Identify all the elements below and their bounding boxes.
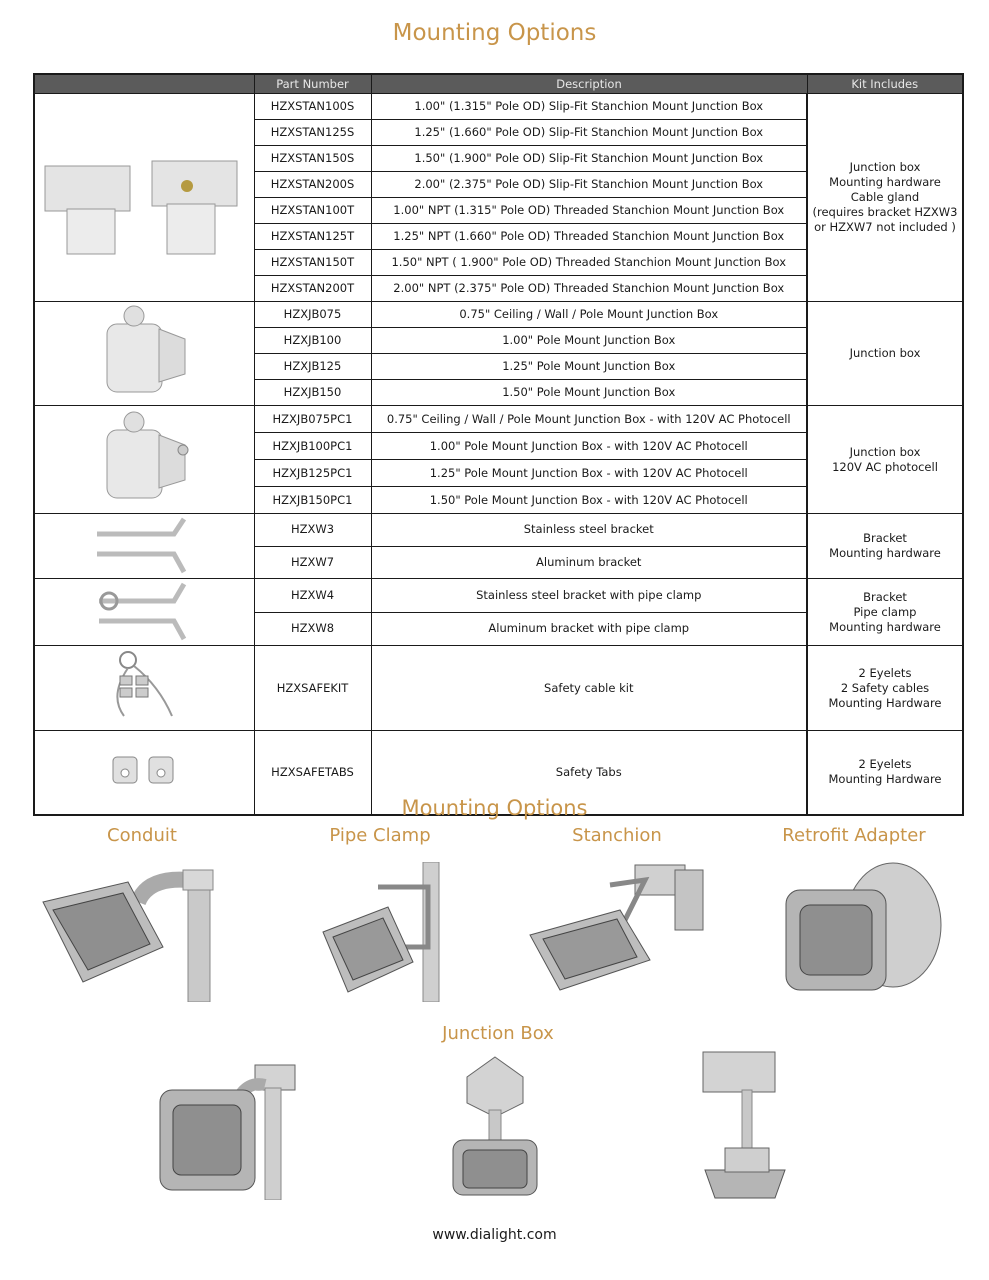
part-number-cell: HZXSTAN150S bbox=[254, 146, 371, 172]
kit-item: Junction box bbox=[849, 346, 921, 360]
kit-item: 2 Eyelets bbox=[858, 757, 912, 772]
table-row bbox=[34, 406, 963, 433]
part-number-cell: HZXSAFETABS bbox=[254, 731, 371, 815]
part-number-cell: HZXSTAN200T bbox=[254, 276, 371, 302]
kit-item: 120V AC photocell bbox=[832, 459, 938, 474]
kit-includes-cell bbox=[807, 302, 963, 406]
part-number-cell: HZXJB150 bbox=[254, 380, 371, 406]
description-cell: 1.00" (1.315" Pole OD) Slip-Fit Stanchion Mount Junction Box bbox=[371, 94, 807, 120]
part-number-cell: HZXSTAN200S bbox=[254, 172, 371, 198]
junction-box-label: Junction Box bbox=[442, 1023, 554, 1044]
kit-item: 2 Safety cables bbox=[840, 680, 930, 695]
gallery-title: Mounting Options bbox=[401, 796, 588, 820]
description-cell: Aluminum bracket with pipe clamp bbox=[371, 612, 807, 646]
conduit-label: Conduit bbox=[107, 825, 177, 846]
retrofit-adapter-label: Retrofit Adapter bbox=[782, 825, 926, 846]
footer-url[interactable]: www.dialight.com bbox=[432, 1227, 557, 1243]
kit-item: Bracket bbox=[863, 589, 907, 604]
part-number-cell: HZXJB100 bbox=[254, 328, 371, 354]
table-row bbox=[34, 302, 963, 328]
mounting-options-table bbox=[33, 73, 964, 816]
table-header-row bbox=[34, 74, 963, 94]
part-number-cell: HZXW3 bbox=[254, 514, 371, 547]
description-cell: 1.50" (1.900" Pole OD) Slip-Fit Stanchion Mount Junction Box bbox=[371, 146, 807, 172]
junction-box-side-illustration bbox=[155, 1060, 315, 1200]
stanchion-junction-box-photo bbox=[34, 94, 254, 302]
part-number-cell: HZXSTAN125S bbox=[254, 120, 371, 146]
kit-item: Mounting Hardware bbox=[828, 772, 942, 787]
description-cell: 1.00" Pole Mount Junction Box bbox=[371, 328, 807, 354]
description-cell: Safety Tabs bbox=[371, 731, 807, 815]
part-number-cell: HZXJB125 bbox=[254, 354, 371, 380]
table-row bbox=[34, 94, 963, 120]
part-number-cell: HZXSTAN100S bbox=[254, 94, 371, 120]
bracket-pipe-clamp-photo bbox=[34, 579, 254, 646]
table-row bbox=[34, 514, 963, 547]
pipe-clamp-mount-illustration bbox=[318, 862, 458, 1002]
header-part-number: Part Number bbox=[254, 74, 371, 94]
conduit-mount-illustration bbox=[38, 862, 228, 1002]
stanchion-mount-illustration bbox=[525, 855, 715, 995]
part-number-cell: HZXSTAN150T bbox=[254, 250, 371, 276]
kit-item: Mounting hardware bbox=[829, 175, 941, 189]
kit-item: Mounting hardware bbox=[829, 619, 941, 634]
description-cell: 1.25" (1.660" Pole OD) Slip-Fit Stanchion Mount Junction Box bbox=[371, 120, 807, 146]
table-row bbox=[34, 646, 963, 731]
description-cell: 2.00" (2.375" Pole OD) Slip-Fit Stanchion Mount Junction Box bbox=[371, 172, 807, 198]
kit-item: Junction box bbox=[849, 444, 921, 459]
header-kit-includes: Kit Includes bbox=[807, 74, 963, 94]
kit-includes-cell bbox=[807, 646, 963, 731]
description-cell: Stainless steel bracket bbox=[371, 514, 807, 547]
description-cell: 1.00" Pole Mount Junction Box - with 120V AC Photocell bbox=[371, 433, 807, 460]
part-number-cell: HZXW8 bbox=[254, 612, 371, 646]
part-number-cell: HZXSTAN125T bbox=[254, 224, 371, 250]
part-number-cell: HZXW7 bbox=[254, 546, 371, 579]
kit-item: (requires bracket HZXW3 bbox=[812, 205, 958, 219]
description-cell: 0.75" Ceiling / Wall / Pole Mount Junction Box - with 120V AC Photocell bbox=[371, 406, 807, 433]
kit-item: Mounting Hardware bbox=[828, 695, 942, 710]
description-cell: Aluminum bracket bbox=[371, 546, 807, 579]
kit-includes-cell bbox=[807, 579, 963, 646]
description-cell: 1.25" NPT (1.660" Pole OD) Threaded Stanchion Mount Junction Box bbox=[371, 224, 807, 250]
junction-box-photocell-photo bbox=[34, 406, 254, 514]
kit-includes-cell bbox=[807, 514, 963, 579]
description-cell: 1.25" Pole Mount Junction Box - with 120V AC Photocell bbox=[371, 460, 807, 487]
description-cell: 1.00" NPT (1.315" Pole OD) Threaded Stanchion Mount Junction Box bbox=[371, 198, 807, 224]
kit-item: Pipe clamp bbox=[853, 604, 917, 619]
kit-item: or HZXW7 not included ) bbox=[814, 220, 956, 234]
part-number-cell: HZXSAFEKIT bbox=[254, 646, 371, 731]
part-number-cell: HZXSTAN100T bbox=[254, 198, 371, 224]
table-row bbox=[34, 579, 963, 613]
junction-box-pendant-illustration bbox=[695, 1050, 795, 1200]
retrofit-adapter-illustration bbox=[778, 855, 948, 1005]
description-cell: 2.00" NPT (2.375" Pole OD) Threaded Stanchion Mount Junction Box bbox=[371, 276, 807, 302]
kit-item: Mounting hardware bbox=[829, 546, 941, 560]
kit-item: 2 Eyelets bbox=[858, 665, 912, 680]
header-image-cell bbox=[34, 74, 254, 94]
description-cell: 1.25" Pole Mount Junction Box bbox=[371, 354, 807, 380]
kit-item: Junction box bbox=[849, 160, 921, 174]
stanchion-label: Stanchion bbox=[572, 825, 662, 846]
part-number-cell: HZXW4 bbox=[254, 579, 371, 613]
kit-includes-cell bbox=[807, 406, 963, 514]
description-cell: Stainless steel bracket with pipe clamp bbox=[371, 579, 807, 613]
description-cell: 0.75" Ceiling / Wall / Pole Mount Junction Box bbox=[371, 302, 807, 328]
kit-item: Bracket bbox=[863, 531, 907, 545]
part-number-cell: HZXJB125PC1 bbox=[254, 460, 371, 487]
part-number-cell: HZXJB075 bbox=[254, 302, 371, 328]
page-title: Mounting Options bbox=[392, 20, 597, 46]
description-cell: Safety cable kit bbox=[371, 646, 807, 731]
kit-item: Cable gland bbox=[850, 190, 920, 204]
description-cell: 1.50" NPT ( 1.900" Pole OD) Threaded Stanchion Mount Junction Box bbox=[371, 250, 807, 276]
bracket-photo bbox=[34, 514, 254, 579]
header-description: Description bbox=[371, 74, 807, 94]
description-cell: 1.50" Pole Mount Junction Box bbox=[371, 380, 807, 406]
part-number-cell: HZXJB150PC1 bbox=[254, 487, 371, 514]
part-number-cell: HZXJB100PC1 bbox=[254, 433, 371, 460]
pipe-clamp-label: Pipe Clamp bbox=[329, 825, 431, 846]
junction-box-front-illustration bbox=[445, 1055, 545, 1200]
junction-box-photo bbox=[34, 302, 254, 406]
safety-cable-kit-photo bbox=[34, 646, 254, 731]
part-number-cell: HZXJB075PC1 bbox=[254, 406, 371, 433]
kit-includes-cell bbox=[807, 94, 963, 302]
description-cell: 1.50" Pole Mount Junction Box - with 120V AC Photocell bbox=[371, 487, 807, 514]
